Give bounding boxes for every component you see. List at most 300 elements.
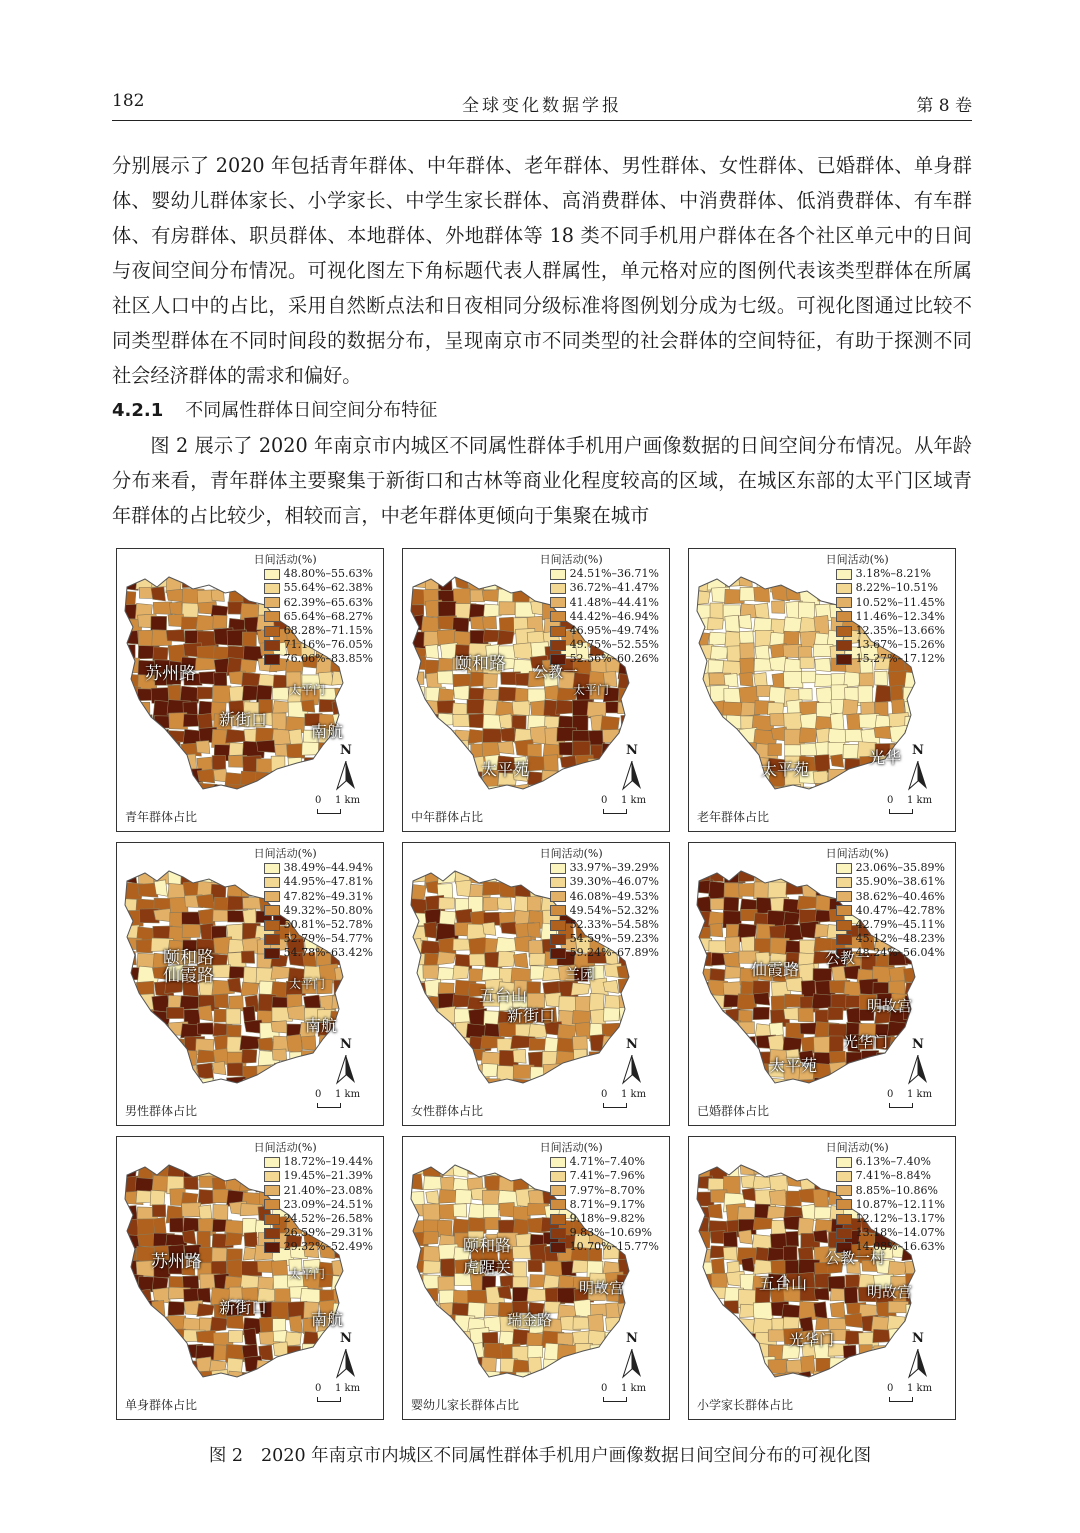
legend-label: 8.22%–10.51% xyxy=(855,581,938,595)
community-cell xyxy=(411,783,426,799)
scale-zero: 0 xyxy=(601,1089,608,1100)
legend-item xyxy=(264,875,373,889)
community-cell xyxy=(450,1036,471,1055)
scale-zero: 0 xyxy=(315,1089,322,1100)
community-cell xyxy=(708,1317,729,1336)
community-cell xyxy=(408,754,427,772)
place-label: 虎踞关 xyxy=(463,1258,512,1277)
legend-swatch xyxy=(550,1228,566,1239)
community-cell xyxy=(693,1005,708,1022)
community-cell xyxy=(185,1078,200,1092)
community-cell xyxy=(799,574,817,592)
community-cell xyxy=(844,1313,863,1327)
community-cell xyxy=(693,714,711,727)
community-cell xyxy=(213,784,229,801)
community-cell xyxy=(738,1078,761,1091)
community-cell xyxy=(410,1009,426,1022)
community-cell xyxy=(136,758,159,776)
community-cell xyxy=(424,922,438,938)
community-cell xyxy=(903,967,919,983)
community-cell xyxy=(887,1021,908,1036)
community-cell xyxy=(574,1066,593,1081)
community-cell xyxy=(410,713,431,731)
community-cell xyxy=(317,1330,331,1349)
community-cell xyxy=(618,702,637,714)
place-label: 太平门 xyxy=(289,977,326,991)
community-cell xyxy=(197,1023,213,1035)
community-cell xyxy=(453,939,471,951)
community-cell xyxy=(153,1217,166,1235)
community-cell xyxy=(139,1079,155,1094)
community-cell xyxy=(169,784,186,799)
community-cell xyxy=(694,1051,709,1064)
community-cell xyxy=(196,783,217,799)
community-cell xyxy=(500,866,518,885)
community-cell xyxy=(755,783,771,797)
community-cell xyxy=(410,1065,424,1079)
legend-swatch xyxy=(550,583,566,594)
community-cell xyxy=(241,982,259,996)
community-cell xyxy=(843,786,863,802)
community-cell xyxy=(168,1301,185,1315)
legend-swatch xyxy=(550,891,566,902)
north-arrow-icon xyxy=(621,1331,643,1379)
community-cell xyxy=(711,1064,731,1078)
legend-title: 日间活动(%) xyxy=(825,1141,889,1154)
legend-item xyxy=(836,624,945,638)
legend-label: 11.46%–12.34% xyxy=(855,609,945,623)
community-cell xyxy=(697,758,713,771)
legend-label: 15.27%–17.12% xyxy=(855,652,945,666)
place-label: 太平苑 xyxy=(481,760,530,779)
community-cell xyxy=(739,1372,755,1383)
community-cell xyxy=(481,1357,496,1373)
page-number: 182 xyxy=(112,91,145,111)
map-panel xyxy=(688,1136,956,1420)
community-cell xyxy=(590,1304,607,1316)
community-cell xyxy=(424,785,445,797)
community-cell xyxy=(708,660,724,673)
legend-label: 26.59%–29.31% xyxy=(283,1226,373,1240)
community-cell xyxy=(455,740,469,757)
north-label: N xyxy=(340,1331,352,1346)
community-cell xyxy=(799,1371,812,1384)
community-cell xyxy=(123,1081,140,1095)
legend-label: 23.09%–24.51% xyxy=(283,1197,373,1211)
community-cell xyxy=(409,1021,424,1038)
legend-label: 13.67%–15.26% xyxy=(855,638,945,652)
community-cell xyxy=(772,601,785,614)
community-cell xyxy=(513,953,528,968)
community-cell xyxy=(258,1038,274,1051)
community-cell xyxy=(423,758,440,772)
community-cell xyxy=(710,1036,729,1054)
community-cell xyxy=(422,730,445,750)
north-arrow-icon xyxy=(621,743,643,791)
community-cell xyxy=(169,602,182,615)
community-cell xyxy=(271,771,290,783)
community-cell xyxy=(589,772,603,785)
community-cell xyxy=(769,1160,788,1174)
community-cell xyxy=(753,1302,773,1319)
legend-swatch xyxy=(264,920,280,931)
community-cell xyxy=(738,1230,752,1244)
legend-item xyxy=(836,861,945,875)
north-label: N xyxy=(626,1331,638,1346)
community-cell xyxy=(440,785,457,798)
community-cell xyxy=(170,1218,184,1232)
community-cell xyxy=(151,587,165,601)
legend-item xyxy=(836,1184,945,1198)
legend-label: 8.85%–10.86% xyxy=(855,1183,938,1197)
community-cell xyxy=(859,673,873,687)
legend-item xyxy=(836,875,945,889)
community-cell xyxy=(150,1190,165,1205)
community-cell xyxy=(725,1373,739,1390)
legend-label: 44.42%–46.94% xyxy=(569,609,659,623)
community-cell xyxy=(482,1063,498,1077)
legend-label: 48.80%–55.63% xyxy=(283,567,373,581)
community-cell xyxy=(426,1191,439,1204)
community-cell xyxy=(497,897,511,910)
community-cell xyxy=(122,716,145,731)
legend-swatch xyxy=(836,934,852,945)
map-legend xyxy=(539,1141,659,1255)
community-cell xyxy=(272,1049,287,1061)
legend-item xyxy=(550,1226,659,1240)
body-text xyxy=(112,148,972,533)
scale-line xyxy=(603,809,627,814)
community-cell xyxy=(693,1304,714,1321)
legend-swatch xyxy=(836,569,852,580)
community-cell xyxy=(300,1064,316,1082)
community-cell xyxy=(874,671,887,685)
community-cell xyxy=(272,687,288,700)
legend-swatch xyxy=(550,640,566,651)
community-cell xyxy=(170,1345,189,1362)
community-cell xyxy=(514,573,530,585)
community-cell xyxy=(166,589,184,602)
community-cell xyxy=(123,868,136,884)
community-cell xyxy=(334,980,349,996)
community-cell xyxy=(726,1036,748,1049)
community-cell xyxy=(903,687,924,703)
community-cell xyxy=(410,1288,426,1306)
place-label: 南航 xyxy=(305,1016,338,1035)
community-cell xyxy=(273,1331,287,1343)
community-cell xyxy=(857,1081,874,1099)
place-label: 太平门 xyxy=(573,683,610,697)
community-cell xyxy=(512,701,530,716)
community-cell xyxy=(423,1052,444,1069)
legend-label: 24.52%–26.58% xyxy=(283,1212,373,1226)
community-cell xyxy=(423,1204,440,1222)
place-label: 公教一 xyxy=(825,949,871,967)
community-cell xyxy=(335,687,351,706)
legend-swatch xyxy=(264,626,280,637)
community-cell xyxy=(423,1231,439,1244)
community-cell xyxy=(225,1232,242,1245)
community-cell xyxy=(197,1063,214,1079)
legend-item xyxy=(550,904,659,918)
community-cell xyxy=(289,729,303,746)
community-cell xyxy=(153,756,177,771)
community-cell xyxy=(136,1358,153,1371)
community-cell xyxy=(317,1360,335,1377)
community-cell xyxy=(227,1063,243,1076)
community-cell xyxy=(212,755,226,769)
community-cell xyxy=(196,741,210,754)
community-cell xyxy=(168,868,182,886)
community-cell xyxy=(605,768,619,784)
legend-label: 9.83%–10.69% xyxy=(569,1226,652,1240)
community-cell xyxy=(214,994,229,1008)
community-cell xyxy=(197,1288,210,1302)
legend-swatch xyxy=(550,920,566,931)
panel-title: 男性群体占比 xyxy=(125,1104,198,1118)
legend-item xyxy=(836,1212,945,1226)
community-cell xyxy=(783,671,802,688)
community-cell xyxy=(740,658,755,674)
community-cell xyxy=(212,871,228,884)
community-cell xyxy=(725,615,740,632)
community-cell xyxy=(710,758,728,775)
community-cell xyxy=(710,729,727,747)
community-cell xyxy=(240,1373,264,1389)
community-cell xyxy=(860,1372,874,1390)
community-cell xyxy=(498,741,514,754)
community-cell xyxy=(288,1358,308,1373)
community-cell xyxy=(287,1346,300,1363)
community-cell xyxy=(302,1344,321,1357)
legend-item xyxy=(550,610,659,624)
legend-label: 19.45%–21.39% xyxy=(283,1169,373,1183)
legend-item xyxy=(550,932,659,946)
community-cell xyxy=(725,1065,741,1081)
place-label: 光华 xyxy=(869,748,902,767)
legend-item xyxy=(550,946,659,960)
place-label: 太平门 xyxy=(289,683,326,697)
community-cell xyxy=(139,786,155,798)
figure-grid xyxy=(116,548,964,1422)
legend-item xyxy=(550,1184,659,1198)
legend-label: 49.75%–52.55% xyxy=(569,638,659,652)
legend-label: 35.90%–38.61% xyxy=(855,875,945,889)
legend-swatch xyxy=(550,1214,566,1225)
page-header xyxy=(112,88,972,121)
legend-item xyxy=(550,581,659,595)
legend-item xyxy=(836,1169,945,1183)
scale-zero: 0 xyxy=(601,795,608,806)
community-cell xyxy=(440,1345,455,1363)
community-cell xyxy=(304,758,324,770)
panel-title: 中年群体占比 xyxy=(411,810,484,824)
community-cell xyxy=(182,574,200,588)
community-cell xyxy=(200,1371,213,1383)
community-cell xyxy=(138,1021,152,1038)
community-cell xyxy=(301,1036,316,1050)
community-cell xyxy=(411,730,431,745)
community-cell xyxy=(711,1273,727,1288)
scale-line xyxy=(889,1103,913,1108)
community-cell xyxy=(741,784,755,796)
community-cell xyxy=(425,1373,440,1390)
legend-label: 38.62%–40.46% xyxy=(855,889,945,903)
place-label: 瑞金路 xyxy=(507,1311,553,1329)
legend-swatch xyxy=(836,863,852,874)
community-cell xyxy=(572,1010,591,1023)
legend-label: 44.95%–47.81% xyxy=(283,875,373,889)
legend-item xyxy=(550,1169,659,1183)
map-panel xyxy=(116,548,384,832)
community-cell xyxy=(124,1344,145,1360)
legend-item xyxy=(550,1198,659,1212)
legend-swatch xyxy=(836,1199,852,1210)
community-cell xyxy=(589,1359,610,1373)
community-cell xyxy=(152,1205,165,1217)
community-cell xyxy=(600,757,623,771)
legend-item xyxy=(836,638,945,652)
map-panel xyxy=(688,842,956,1126)
legend-label: 39.30%–46.07% xyxy=(569,875,659,889)
legend-swatch xyxy=(264,934,280,945)
community-cell xyxy=(861,785,874,800)
community-cell xyxy=(409,1174,423,1190)
community-cell xyxy=(723,1247,737,1261)
legend-label: 41.48%–44.41% xyxy=(569,595,659,609)
place-label: 苏州路 xyxy=(145,664,196,684)
community-cell xyxy=(557,1288,576,1303)
legend-swatch xyxy=(264,877,280,888)
community-cell xyxy=(801,867,817,880)
legend-label: 55.64%–62.38% xyxy=(283,581,373,595)
community-cell xyxy=(784,1246,798,1262)
panel-title: 老年群体占比 xyxy=(697,810,770,824)
community-cell xyxy=(124,1373,144,1386)
legend-label: 10.52%–11.45% xyxy=(855,595,945,609)
community-cell xyxy=(140,741,161,759)
community-cell xyxy=(529,1078,542,1098)
legend-label: 10.70%–15.77% xyxy=(569,1240,659,1254)
community-cell xyxy=(242,1049,257,1063)
figure-number: 图 2 xyxy=(208,1446,244,1466)
legend-swatch xyxy=(550,597,566,608)
map-panel xyxy=(402,1136,670,1420)
community-cell xyxy=(301,700,314,712)
community-cell xyxy=(408,700,428,712)
legend-item xyxy=(550,890,659,904)
community-cell xyxy=(842,1081,862,1100)
legend-title: 日间活动(%) xyxy=(825,847,889,860)
community-cell xyxy=(846,773,867,789)
community-cell xyxy=(152,1300,165,1315)
community-cell xyxy=(166,1078,183,1094)
legend-swatch xyxy=(836,583,852,594)
community-cell xyxy=(545,1374,559,1392)
community-cell xyxy=(406,772,425,786)
community-cell xyxy=(484,1204,499,1217)
legend-item xyxy=(264,946,373,960)
community-cell xyxy=(725,1050,745,1065)
community-cell xyxy=(499,714,513,729)
community-cell xyxy=(814,575,831,593)
legend-label: 12.12%–13.17% xyxy=(855,1212,945,1226)
community-cell xyxy=(255,1374,273,1390)
legend-item xyxy=(836,1226,945,1240)
community-cell xyxy=(501,728,516,742)
community-cell xyxy=(289,771,306,788)
paragraph-2: 图 2 展示了 2020 年南京市内城区不同属性群体手机用户画像数据的日间空间分布情况。从年龄分布来看，青年群体主要聚集于新街口和古林等商业化程度较高的区域，在城区东部的太平门区域青年群体的占比较少，相较而言，中老年群体更倾向于集聚在城市 xyxy=(112,434,972,527)
community-cell xyxy=(315,1067,335,1083)
community-cell xyxy=(590,1345,611,1360)
community-cell xyxy=(124,1051,145,1066)
north-arrow-icon xyxy=(335,1037,357,1085)
legend-swatch xyxy=(836,920,852,931)
community-cell xyxy=(315,1051,336,1067)
community-cell xyxy=(741,1064,760,1077)
community-cell xyxy=(469,714,485,728)
community-cell xyxy=(845,1374,866,1386)
community-cell xyxy=(514,1164,534,1182)
legend-item xyxy=(264,1184,373,1198)
community-cell xyxy=(424,1356,443,1375)
community-cell xyxy=(768,702,784,714)
community-cell xyxy=(858,686,873,703)
community-cell xyxy=(154,880,167,896)
community-cell xyxy=(814,1288,829,1300)
community-cell xyxy=(513,643,532,660)
community-cell xyxy=(453,1372,474,1390)
community-cell xyxy=(558,785,578,801)
north-label: N xyxy=(340,743,352,758)
legend-item xyxy=(264,567,373,581)
community-cell xyxy=(423,1261,441,1274)
panel-title: 小学家长群体占比 xyxy=(697,1398,794,1412)
community-cell xyxy=(214,1162,233,1176)
legend-swatch xyxy=(264,569,280,580)
community-cell xyxy=(153,1328,172,1342)
scale-bar xyxy=(601,1385,651,1405)
legend-label: 42.79%–45.11% xyxy=(855,918,945,932)
community-cell xyxy=(453,756,472,773)
community-cell xyxy=(783,912,799,926)
legend-swatch xyxy=(550,948,566,959)
community-cell xyxy=(830,1358,850,1371)
legend-swatch xyxy=(264,611,280,622)
scale-unit: 1 km xyxy=(335,1383,361,1394)
community-cell xyxy=(498,951,515,967)
community-cell xyxy=(545,783,560,796)
legend-label: 10.87%–12.11% xyxy=(855,1197,945,1211)
community-cell xyxy=(408,1079,426,1095)
legend-swatch xyxy=(836,640,852,651)
community-cell xyxy=(603,1008,619,1021)
community-cell xyxy=(211,1370,229,1386)
map-panel xyxy=(688,548,956,832)
community-cell xyxy=(288,1374,307,1390)
legend-title: 日间活动(%) xyxy=(539,847,603,860)
community-cell xyxy=(785,1080,801,1093)
community-cell xyxy=(168,742,181,757)
community-cell xyxy=(167,1329,185,1344)
legend-swatch xyxy=(264,863,280,874)
legend-label: 29.32%–52.49% xyxy=(283,1240,373,1254)
community-cell xyxy=(181,1370,198,1385)
community-cell xyxy=(139,770,156,785)
legend-label: 54.78%–63.42% xyxy=(283,946,373,960)
place-label: 颐和路 xyxy=(463,1236,512,1255)
north-arrow-icon xyxy=(335,1331,357,1379)
